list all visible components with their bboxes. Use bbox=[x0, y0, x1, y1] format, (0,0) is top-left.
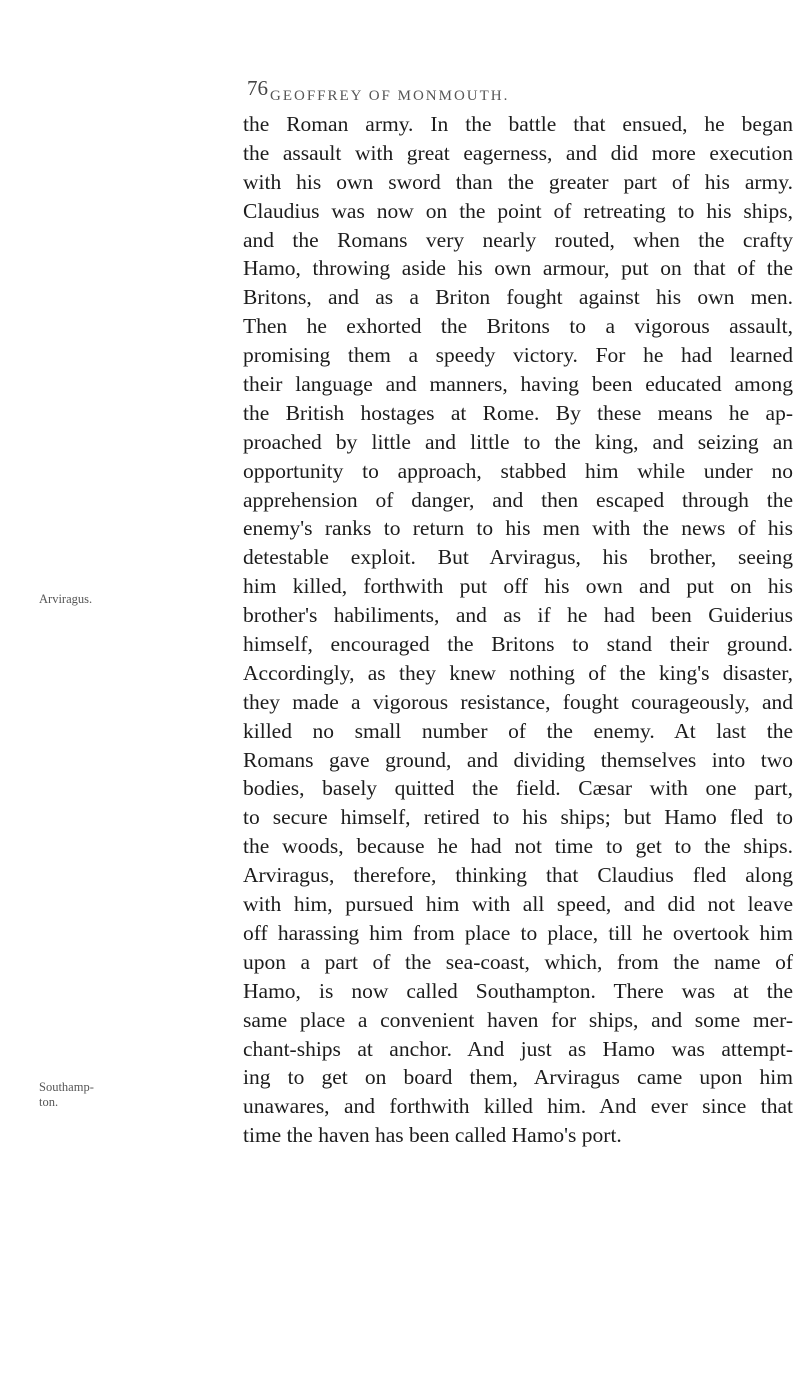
body-text bbox=[243, 110, 793, 1150]
text-line: ing to get on board them, Arviragus came upon him bbox=[243, 1065, 793, 1090]
text-line: himself, encouraged the Britons to stand their ground. bbox=[243, 632, 793, 657]
text-line: Then he exhorted the Britons to a vigorous assault, bbox=[243, 314, 793, 339]
text-line: the assault with great eagerness, and did more execution bbox=[243, 140, 793, 165]
text-line: their language and manners, having been educated among bbox=[243, 372, 793, 397]
text-line: Arviragus, therefore, thinking that Claudius fled along bbox=[243, 863, 793, 888]
text-line: Hamo, is now called Southampton. There was at the bbox=[243, 978, 793, 1003]
text-line: Romans gave ground, and dividing themselves into two bbox=[243, 747, 793, 772]
text-line: the Roman army. In the battle that ensued, he began bbox=[243, 112, 793, 136]
text-line: the British hostages at Rome. By these means he ap- bbox=[243, 400, 793, 425]
text-line: killed no small number of the enemy. At last the bbox=[243, 718, 793, 743]
text-line: Claudius was now on the point of retreating to his ships, bbox=[243, 198, 793, 223]
text-line: to secure himself, retired to his ships; but Hamo fled to bbox=[243, 805, 793, 830]
text-line: time the haven has been called Hamo's port. bbox=[243, 1123, 622, 1148]
text-line: they made a vigorous resistance, fought courageously, and bbox=[243, 689, 793, 714]
text-line: upon a part of the sea-coast, which, from the name of bbox=[243, 949, 793, 974]
text-line: unawares, and forthwith killed him. And ever since that bbox=[243, 1094, 793, 1119]
text-line: Hamo, throwing aside his own armour, put on that of the bbox=[243, 256, 793, 281]
text-line: with him, pursued him with all speed, and did not leave bbox=[243, 892, 793, 917]
text-line: bodies, basely quitted the field. Cæsar with one part, bbox=[243, 776, 793, 801]
margin-note-line: ton. bbox=[39, 1095, 59, 1109]
text-line: Britons, and as a Briton fought against his own men. bbox=[243, 285, 793, 310]
text-line: detestable exploit. But Arviragus, his brother, seeing bbox=[243, 545, 793, 570]
text-line: him killed, forthwith put off his own and put on his bbox=[243, 574, 793, 599]
text-line: enemy's ranks to return to his men with the news of his bbox=[243, 516, 793, 541]
margin-note-line: Southamp- bbox=[39, 1080, 94, 1094]
text-line: the woods, because he had not time to get to the ships. bbox=[243, 834, 793, 859]
text-line: promising them a speedy victory. For he had learned bbox=[243, 343, 793, 368]
text-line: opportunity to approach, stabbed him while under no bbox=[243, 458, 793, 483]
margin-note-southampton bbox=[39, 1080, 94, 1110]
text-line: same place a convenient haven for ships, and some mer- bbox=[243, 1007, 793, 1032]
running-title: GEOFFREY OF MONMOUTH. bbox=[270, 88, 510, 104]
text-line: proached by little and little to the king, and seizing an bbox=[243, 429, 793, 454]
text-line: apprehension of danger, and then escaped through the bbox=[243, 487, 793, 512]
page-number: 76 bbox=[247, 76, 268, 100]
text-line: Accordingly, as they knew nothing of the king's disaster, bbox=[243, 660, 793, 685]
text-line: with his own sword than the greater part of his army. bbox=[243, 169, 793, 194]
text-line: brother's habiliments, and as if he had been Guiderius bbox=[243, 603, 793, 628]
margin-note-line: Arviragus. bbox=[39, 592, 93, 606]
margin-note-arviragus bbox=[39, 592, 92, 607]
text-line: chant-ships at anchor. And just as Hamo was attempt- bbox=[243, 1036, 793, 1061]
text-line: off harassing him from place to place, till he overtook him bbox=[243, 920, 793, 945]
text-line: and the Romans very nearly routed, when the crafty bbox=[243, 227, 793, 252]
